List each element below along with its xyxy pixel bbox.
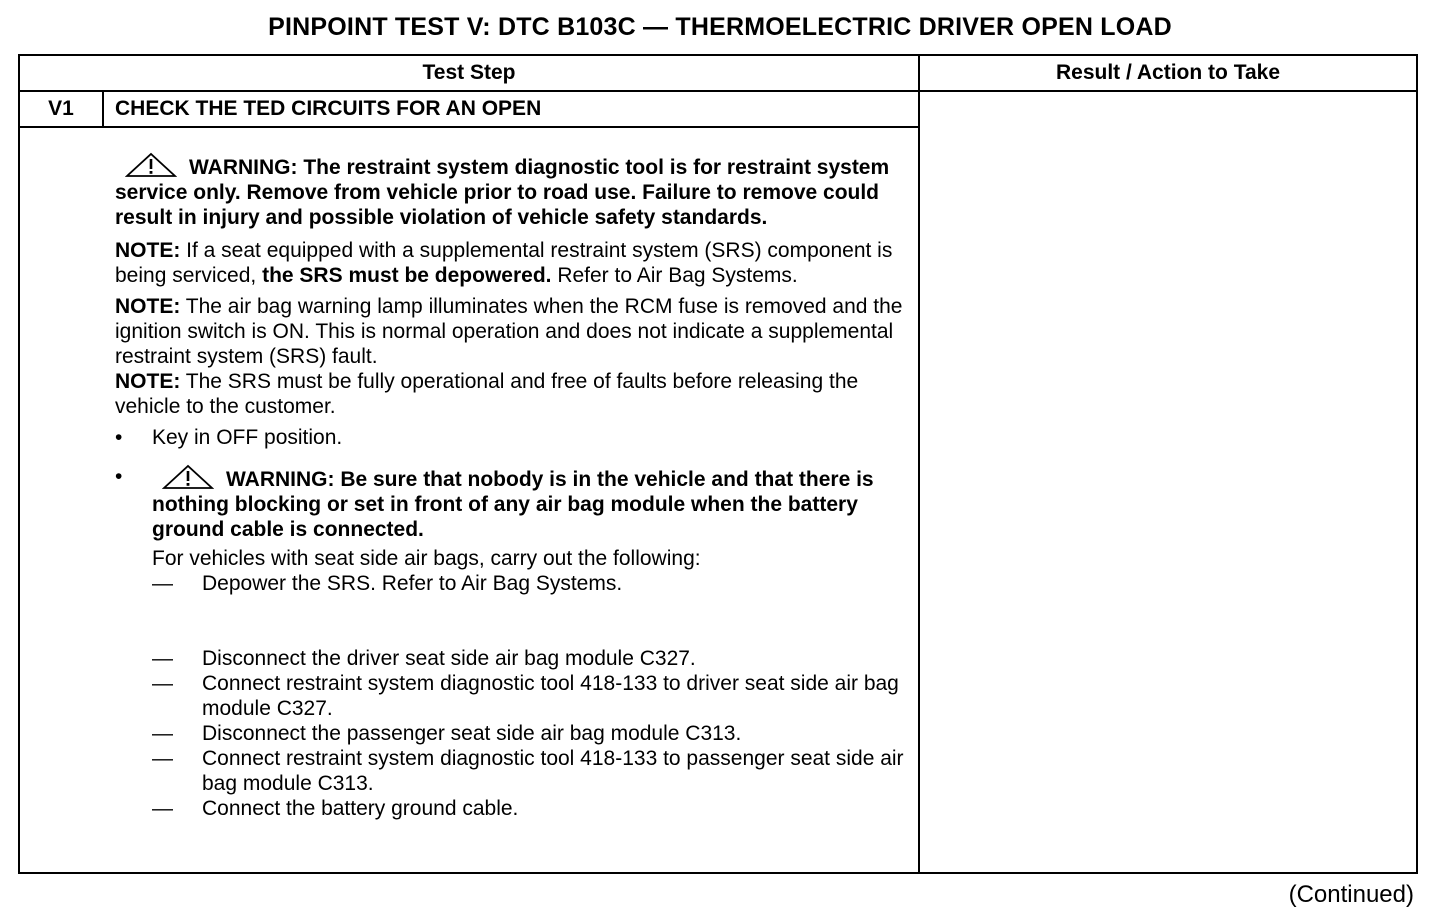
procedure-intro: For vehicles with seat side air bags, carry out the following: [152,547,701,570]
procedure-step [152,721,905,746]
procedure-step-text: Connect restraint system diagnostic tool 418-133 to driver seat side air bag module C327. [202,672,899,720]
procedure-step-text: Connect the battery ground cable. [202,797,519,820]
dash-marker: — [152,797,173,820]
step-id-divider [102,90,104,128]
procedure-step [152,746,905,796]
procedure-step [152,571,905,596]
note-label: NOTE: [115,370,181,393]
step-body [115,152,905,827]
dash-marker: — [152,722,173,745]
procedure-step-text: Depower the SRS. Refer to Air Bag Systems. [202,572,623,595]
column-divider [918,56,920,872]
dash-marker: — [152,647,173,670]
warning-airbag-module [152,464,905,542]
dash-marker: — [152,572,173,595]
procedure-step-text: Connect restraint system diagnostic tool 418-133 to passenger seat side air bag module C313. [202,747,904,795]
header-result-action: Result / Action to Take [1055,61,1281,84]
note-label: NOTE: [115,295,181,318]
continued-label: (Continued) [1288,881,1414,908]
step-id: V1 [48,97,74,120]
note-emphasis: the SRS must be depowered. [262,264,552,287]
bullet-battery-warning [115,464,905,821]
dash-marker: — [152,747,173,770]
note-text: Refer to Air Bag Systems. [551,264,798,287]
procedure-step [152,796,905,821]
dash-marker: — [152,672,173,695]
note-label: NOTE: [115,239,181,262]
step-title-divider [20,126,918,128]
bullet-marker: • [115,426,123,449]
warning-triangle-icon [162,464,214,490]
procedure-step-text: Disconnect the passenger seat side air bag module C313. [202,722,742,745]
bullet-key-off [115,425,905,450]
procedure-step [152,671,905,721]
spacer [152,596,905,646]
note-text: If a seat equipped with a supplemental restraint system (SRS) component is being serviced, [115,239,893,287]
procedure-step-text: Disconnect the driver seat side air bag module C327. [202,647,696,670]
page-title: PINPOINT TEST V: DTC B103C — THERMOELECTRIC DRIVER OPEN LOAD [268,13,1172,41]
warning-text-1: WARNING: The restraint system diagnostic tool is for restraint system service only. Remove from vehicle prior to road use. Failure to remove could result in injury and possible violation of vehicle safety standards. [115,156,890,229]
header-test-step: Test Step [422,61,516,84]
step-title: CHECK THE TED CIRCUITS FOR AN OPEN [115,97,542,120]
note-text: The SRS must be fully operational and free of faults before releasing the vehicle to the customer. [115,370,859,418]
warning-restraint-tool [115,152,905,230]
note-srs-depower [115,238,905,288]
note-warning-lamp [115,294,905,369]
note-text: The air bag warning lamp illuminates when the RCM fuse is removed and the ignition switch is ON. This is normal operation and does not indicate a supplemental restraint system (SRS) fault. [115,295,903,368]
pinpoint-test-table [18,54,1418,874]
warning-text-2: WARNING: Be sure that nobody is in the vehicle and that there is nothing blocking or set in front of any air bag module when the battery ground cable is connected. [152,468,874,541]
note-srs-operational [115,369,905,419]
procedure-step [152,646,905,671]
warning-triangle-icon [125,152,177,178]
bullet-text: Key in OFF position. [152,426,343,449]
bullet-marker: • [115,465,123,488]
